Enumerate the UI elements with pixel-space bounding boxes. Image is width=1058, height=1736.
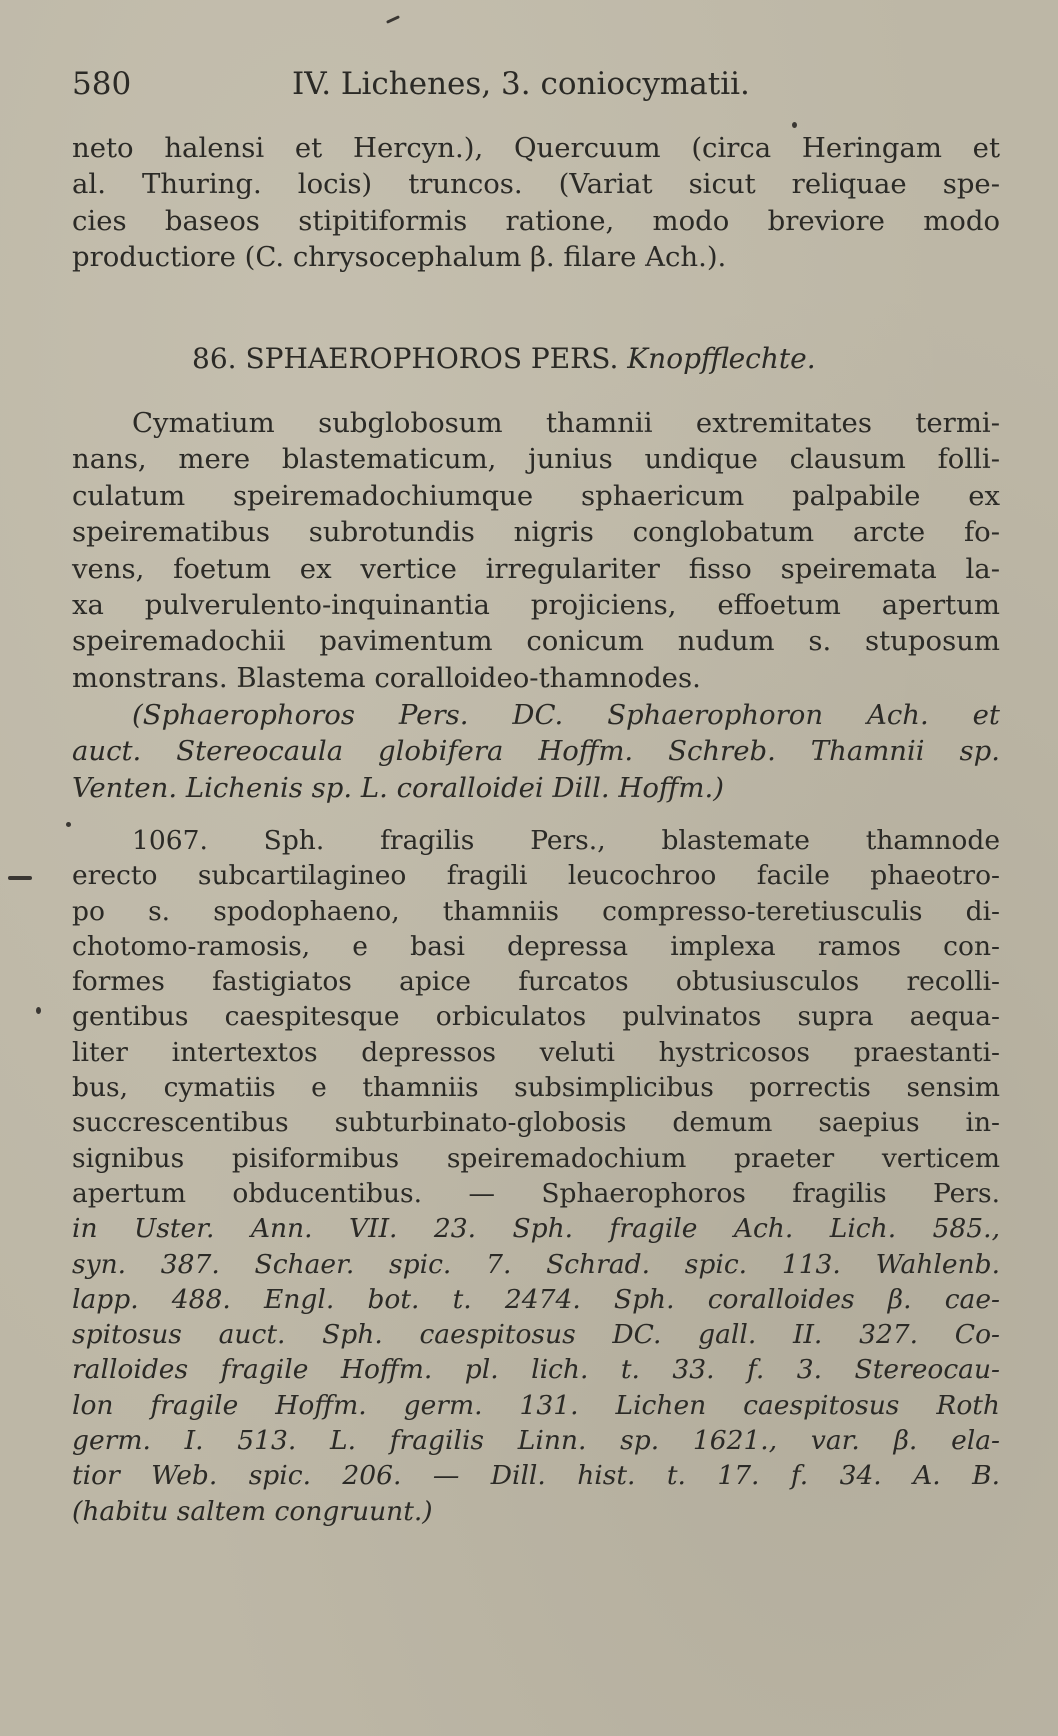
species-entry xyxy=(72,823,1000,1529)
text-line: productiore (C. chrysocephalum β. filare Ach.). xyxy=(72,241,727,274)
text-line: germ. I. 513. L. fragilis Linn. sp. 1621., var. β. ela- xyxy=(72,1425,1000,1457)
text-line: auct. Stereocaula globifera Hoffm. Schreb. Thamnii sp. xyxy=(72,735,1000,768)
running-header xyxy=(72,66,1002,110)
text-line: signibus pisiformibus speiremadochium praeter verticem xyxy=(72,1142,1000,1174)
text-line: neto halensi et Hercyn.), Quercuum (circa Heringam et xyxy=(72,132,1000,164)
genus-number: 86. xyxy=(192,342,237,375)
continuation-paragraph xyxy=(72,130,1000,276)
ink-smudge xyxy=(36,1007,41,1014)
page-number: 580 xyxy=(72,66,132,102)
text-line: apertum obducentibus. — Sphaerophoros fragilis Pers. xyxy=(72,1177,1000,1209)
text-line: Venten. Lichenis sp. L. coralloidei Dill. Hoffm.) xyxy=(72,771,724,804)
text-line: po s. spodophaeno, thamniis compresso-teretiusculis di- xyxy=(72,895,1000,927)
text-line: succrescentibus subturbinato-globosis demum saepius in- xyxy=(72,1107,1000,1139)
text-line: in Uster. Ann. VII. 23. Sph. fragile Ach. Lich. 585., xyxy=(72,1213,1000,1245)
text-line: vens, foetum ex vertice irregulariter fisso speiremata la- xyxy=(72,552,1000,585)
text-line: (Sphaerophoros Pers. DC. Sphaerophoron Ach. et xyxy=(132,699,1000,731)
text-line: lon fragile Hoffm. germ. 131. Lichen caespitosus Roth xyxy=(72,1389,1000,1421)
genus-name: SPHAEROPHOROS PERS. xyxy=(245,342,619,375)
text-line: (habitu saltem congruunt.) xyxy=(72,1495,433,1527)
text-line: cies baseos stipitiformis ratione, modo breviore modo xyxy=(72,204,1000,237)
genus-description xyxy=(72,405,1000,696)
ink-smudge xyxy=(386,15,400,24)
ink-smudge xyxy=(792,122,797,128)
text-line: spitosus auct. Sph. caespitosus DC. gall. II. 327. Co- xyxy=(72,1319,1000,1351)
text-line: formes fastigiatos apice furcatos obtusiusculos recolli- xyxy=(72,966,1000,998)
text-line: tior Web. spic. 206. — Dill. hist. t. 17. f. 34. A. B. xyxy=(72,1460,1000,1492)
text-line: 1067. Sph. fragilis Pers., blastemate thamnode xyxy=(132,825,1000,856)
ink-smudge xyxy=(8,876,32,880)
text-line: ralloides fragile Hoffm. pl. lich. t. 33. f. 3. Stereocau- xyxy=(72,1354,1000,1386)
text-line: al. Thuring. locis) truncos. (Variat sicut reliquae spe- xyxy=(72,168,1000,201)
text-line: nans, mere blastematicum, junius undique clausum folli- xyxy=(72,443,1000,476)
text-line: lapp. 488. Engl. bot. t. 2474. Sph. coralloides β. cae- xyxy=(72,1283,1000,1315)
text-line: xa pulverulento-inquinantia projiciens, effoetum apertum xyxy=(72,589,1000,622)
text-line: erecto subcartilagineo fragili leucochroo facile phaeotro- xyxy=(72,860,1000,892)
text-line: gentibus caespitesque orbiculatos pulvinatos supra aequa- xyxy=(72,1001,1000,1033)
text-line: monstrans. Blastema coralloideo-thamnodes. xyxy=(72,661,701,694)
text-line: speiremadochii pavimentum conicum nudum s. stuposum xyxy=(72,625,1000,658)
text-line: syn. 387. Schaer. spic. 7. Schrad. spic. 113. Wahlenb. xyxy=(72,1248,1000,1280)
genus-synonyms xyxy=(72,697,1000,806)
text-line: bus, cymatiis e thamniis subsimplicibus porrectis sensim xyxy=(72,1072,1000,1104)
text-line: liter intertextos depressos veluti hystricosos praestanti- xyxy=(72,1036,1000,1068)
genus-heading xyxy=(72,342,1002,375)
running-title: IV. Lichenes, 3. coniocymatii. xyxy=(292,66,750,102)
text-line: chotomo-ramosis, e basi depressa implexa ramos con- xyxy=(72,930,1000,962)
text-line: Cymatium subglobosum thamnii extremitates termi- xyxy=(132,407,1000,439)
genus-german-name: Knopfflechte. xyxy=(627,342,816,375)
text-line: culatum speiremadochiumque sphaericum palpabile ex xyxy=(72,479,1000,512)
text-line: speirematibus subrotundis nigris conglobatum arcte fo- xyxy=(72,516,1000,549)
ink-smudge xyxy=(66,822,71,827)
